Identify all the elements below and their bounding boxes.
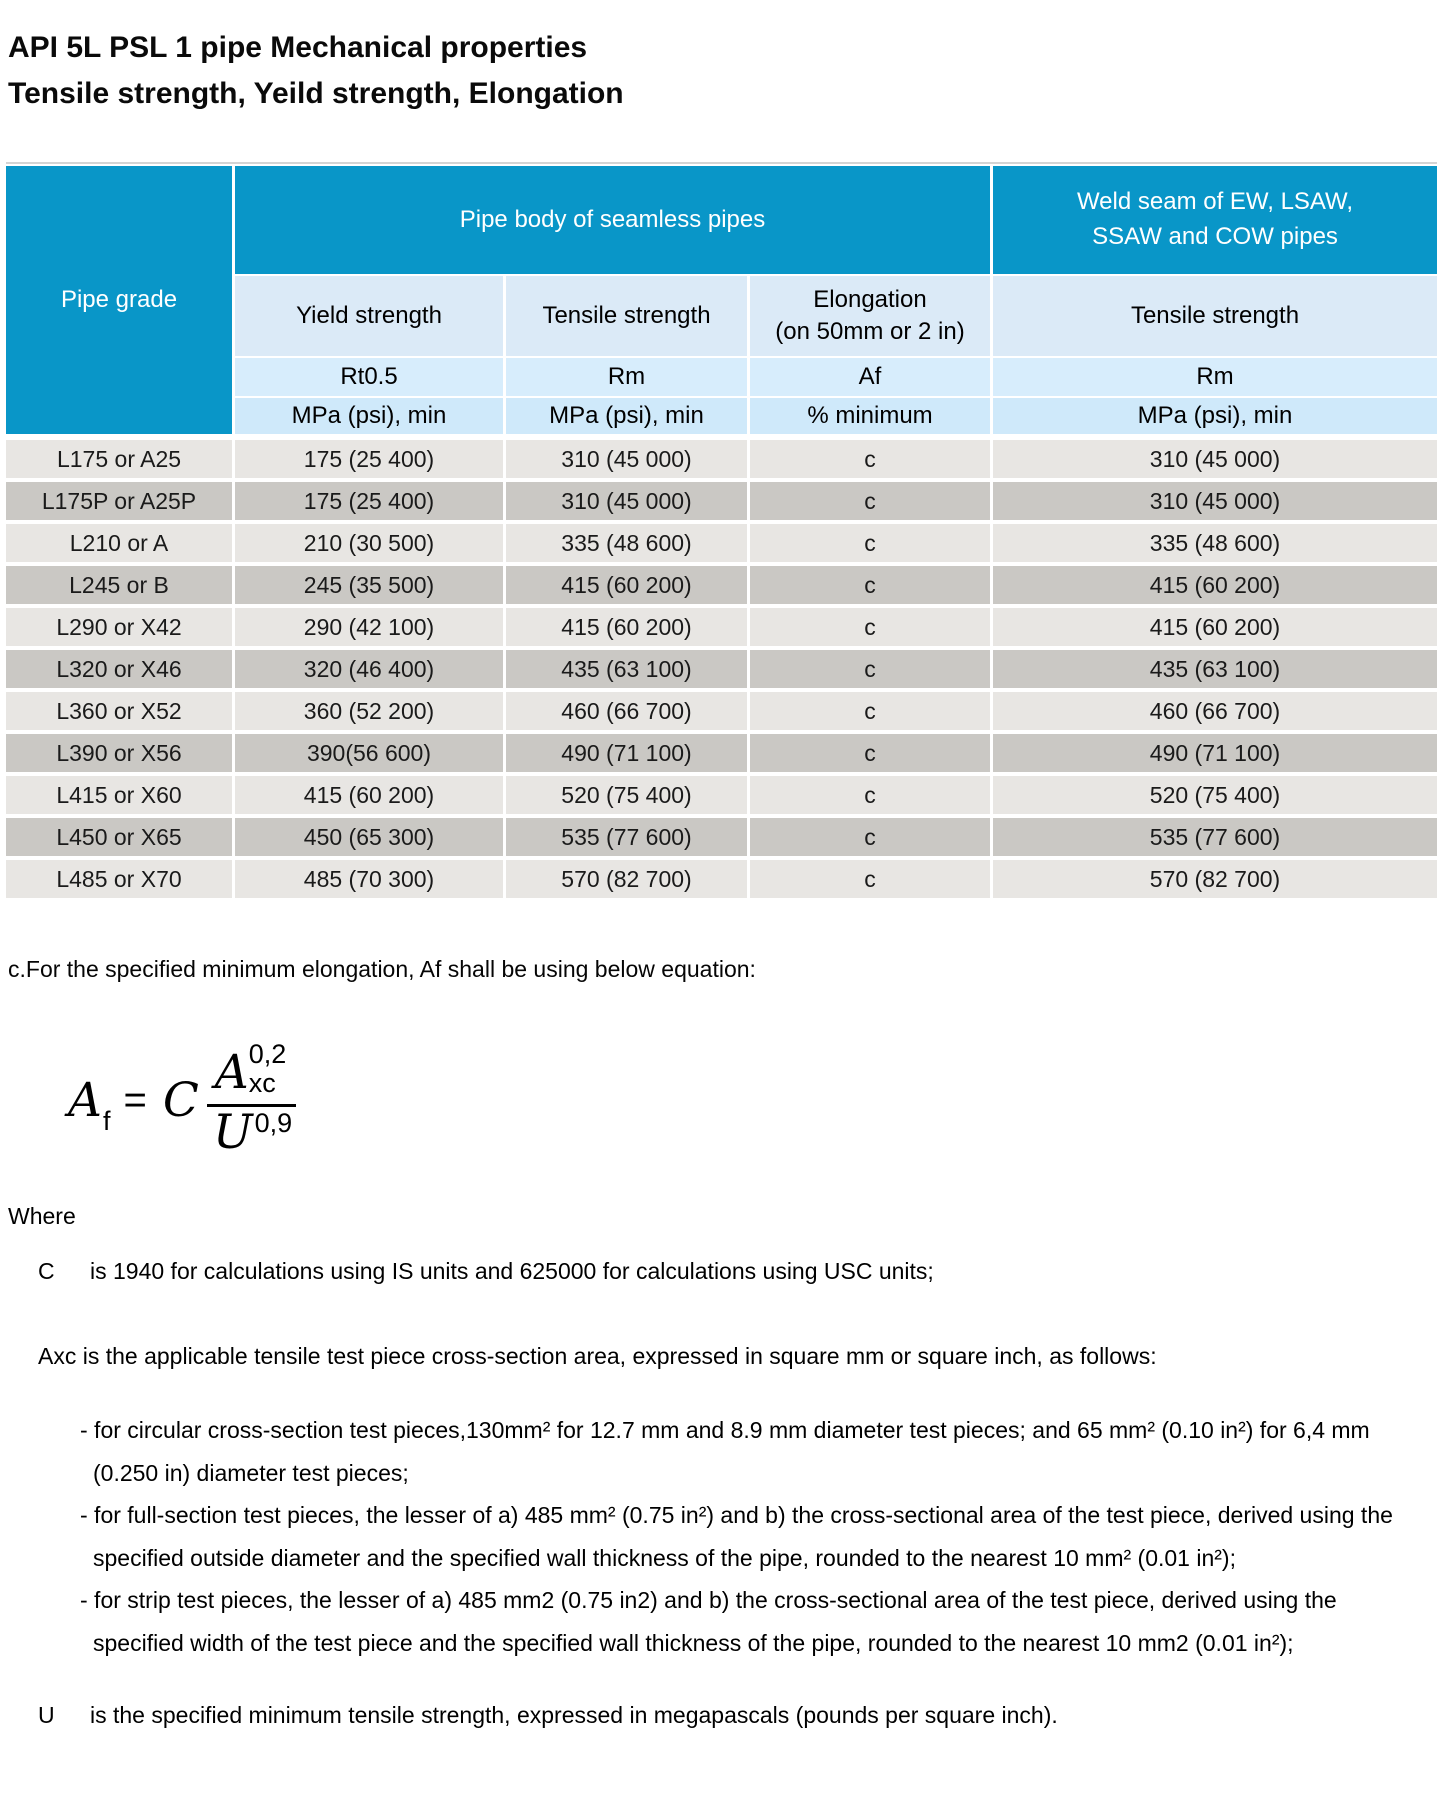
elongation-cell: c — [750, 692, 990, 730]
table-row — [6, 734, 1437, 772]
weld-tensile-strength-header: Tensile strength — [993, 276, 1437, 356]
elongation-equation — [68, 1025, 1443, 1175]
yield-strength-cell: 320 (46 400) — [235, 650, 503, 688]
equation-equals-sign: = — [123, 1077, 147, 1122]
weld-tensile-strength-cell: 310 (45 000) — [993, 482, 1437, 520]
yield-strength-cell: 360 (52 200) — [235, 692, 503, 730]
weld-tensile-strength-cell: 490 (71 100) — [993, 734, 1437, 772]
elongation-cell: c — [750, 650, 990, 688]
table-row — [6, 692, 1437, 730]
pipe-grade-cell: L245 or B — [6, 566, 232, 604]
bullet-full-section-test-pieces: - for full-section test pieces, the lesser of a) 485 mm² (0.75 in²) and b) the cross-sectional area of the test piece, derived using the specified outside diameter and the specified wall thickness of the pipe, rounded to the nearest 10 mm² (0.01 in²); — [80, 1502, 1393, 1571]
page-title: API 5L PSL 1 pipe Mechanical properties — [8, 31, 588, 64]
equation-numerator-subscript: xc — [248, 1067, 276, 1098]
seamless-pipes-group-header: Pipe body of seamless pipes — [235, 166, 990, 274]
weld-tensile-strength-cell: 570 (82 700) — [993, 860, 1437, 898]
table-row — [6, 860, 1437, 898]
bullet-circular-test-pieces: - for circular cross-section test pieces,130mm² for 12.7 mm and 8.9 mm diameter test pieces; and 65 mm² (0.10 in²) for 6,4 mm (0.250 in) diameter test pieces; — [80, 1417, 1370, 1486]
weld-tensile-strength-cell: 335 (48 600) — [993, 524, 1437, 562]
axc-bullet-list — [0, 1409, 1443, 1664]
elongation-header-lines — [775, 284, 964, 349]
pipe-grade-header: Pipe grade — [6, 166, 232, 434]
equation-denominator-base: U — [212, 1105, 253, 1161]
mechanical-properties-table — [6, 162, 1437, 898]
yield-strength-cell: 245 (35 500) — [235, 566, 503, 604]
equation-lhs-subscript: f — [102, 1105, 111, 1136]
yield-strength-cell: 415 (60 200) — [235, 776, 503, 814]
table-row — [6, 440, 1437, 478]
tensile-strength-cell: 435 (63 100) — [506, 650, 747, 688]
yield-strength-cell: 175 (25 400) — [235, 440, 503, 478]
tensile-strength-cell: 490 (71 100) — [506, 734, 747, 772]
equation-denominator — [212, 1105, 293, 1161]
equation-denominator-superscript: 0,9 — [254, 1108, 293, 1139]
table-row — [6, 524, 1437, 562]
yield-symbol: Rt0.5 — [235, 358, 503, 396]
elongation-cell: c — [750, 482, 990, 520]
definition-c-text: is 1940 for calculations using IS units and 625000 for calculations using USC units; — [90, 1258, 934, 1285]
elongation-header — [750, 276, 990, 356]
weld-tensile-strength-cell: 415 (60 200) — [993, 566, 1437, 604]
weld-tensile-strength-cell: 435 (63 100) — [993, 650, 1437, 688]
yield-strength-cell: 290 (42 100) — [235, 608, 503, 646]
yield-strength-cell: 485 (70 300) — [235, 860, 503, 898]
weld-tensile-strength-cell: 310 (45 000) — [993, 440, 1437, 478]
yield-strength-header: Yield strength — [235, 276, 503, 356]
pipe-grade-cell: L210 or A — [6, 524, 232, 562]
yield-strength-cell: 175 (25 400) — [235, 482, 503, 520]
tensile-strength-cell: 335 (48 600) — [506, 524, 747, 562]
definition-axc: Axc is the applicable tensile test piece cross-section area, expressed in square mm or square inch, as follows: — [38, 1342, 1157, 1369]
yield-strength-cell: 390(56 600) — [235, 734, 503, 772]
yield-strength-cell: 450 (65 300) — [235, 818, 503, 856]
elongation-header-line2: (on 50mm or 2 in) — [775, 318, 965, 345]
elongation-cell: c — [750, 734, 990, 772]
bullet-strip-test-pieces: - for strip test pieces, the lesser of a) 485 mm2 (0.75 in2) and b) the cross-sectional area of the test piece, derived using the specified width of the test piece and the specified wall thickness of the pipe, rounded to the nearest 10 mm2 (0.01 in²); — [80, 1587, 1337, 1656]
pipe-grade-cell: L450 or X65 — [6, 818, 232, 856]
tensile-strength-cell: 535 (77 600) — [506, 818, 747, 856]
tensile-strength-cell: 310 (45 000) — [506, 440, 747, 478]
tensile-strength-cell: 415 (60 200) — [506, 566, 747, 604]
weld-seam-group-header — [993, 166, 1437, 274]
equation-numerator — [207, 1039, 297, 1107]
elongation-unit: % minimum — [750, 398, 990, 434]
elongation-cell: c — [750, 776, 990, 814]
weld-tensile-strength-cell: 460 (66 700) — [993, 692, 1437, 730]
pipe-grade-cell: L175 or A25 — [6, 440, 232, 478]
weld-seam-group-label: Weld seam of EW, LSAW, SSAW and COW pipes — [1076, 188, 1354, 250]
equation-coefficient: C — [162, 1072, 199, 1128]
table-row — [6, 482, 1437, 520]
elongation-cell: c — [750, 524, 990, 562]
pipe-grade-cell: L320 or X46 — [6, 650, 232, 688]
table-row — [6, 608, 1437, 646]
equation-numerator-base: A — [214, 1045, 249, 1101]
definition-u-text: is the specified minimum tensile strength, expressed in megapascals (pounds per square inch). — [90, 1702, 1058, 1729]
equation-lhs-base: A — [68, 1072, 102, 1128]
tensile-strength-cell: 570 (82 700) — [506, 860, 747, 898]
weld-tensile-strength-cell: 415 (60 200) — [993, 608, 1437, 646]
elongation-cell: c — [750, 608, 990, 646]
yield-unit: MPa (psi), min — [235, 398, 503, 434]
equation-lhs — [68, 1072, 111, 1136]
pipe-grade-cell: L485 or X70 — [6, 860, 232, 898]
equation-numerator-superscript: 0,2 — [248, 1039, 287, 1070]
equation-numerator-scripts — [249, 1040, 287, 1097]
elongation-cell: c — [750, 860, 990, 898]
definition-u — [38, 1698, 1443, 1733]
definition-u-term: U — [38, 1702, 55, 1729]
pipe-grade-cell: L290 or X42 — [6, 608, 232, 646]
table-row — [6, 818, 1437, 856]
pipe-grade-cell: L390 or X56 — [6, 734, 232, 772]
tensile-strength-cell: 415 (60 200) — [506, 608, 747, 646]
elongation-symbol: Af — [750, 358, 990, 396]
yield-strength-cell: 210 (30 500) — [235, 524, 503, 562]
pipe-grade-cell: L360 or X52 — [6, 692, 232, 730]
page-subtitle: Tensile strength, Yeild strength, Elongation — [8, 77, 624, 110]
elongation-cell: c — [750, 818, 990, 856]
weld-tensile-strength-cell: 520 (75 400) — [993, 776, 1437, 814]
elongation-cell: c — [750, 566, 990, 604]
footnote-c: c.For the specified minimum elongation, Af shall be using below equation: — [8, 956, 756, 982]
pipe-grade-cell: L175P or A25P — [6, 482, 232, 520]
tensile-unit: MPa (psi), min — [506, 398, 747, 434]
tensile-strength-cell: 460 (66 700) — [506, 692, 747, 730]
table-row — [6, 566, 1437, 604]
tensile-strength-cell: 310 (45 000) — [506, 482, 747, 520]
weld-tensile-unit: MPa (psi), min — [993, 398, 1437, 434]
elongation-header-line1: Elongation — [813, 285, 927, 313]
table-body — [6, 440, 1437, 898]
weld-tensile-symbol: Rm — [993, 358, 1437, 396]
tensile-strength-cell: 520 (75 400) — [506, 776, 747, 814]
table-row — [6, 776, 1437, 814]
pipe-grade-cell: L415 or X60 — [6, 776, 232, 814]
where-label: Where — [8, 1203, 76, 1230]
weld-tensile-strength-cell: 535 (77 600) — [993, 818, 1437, 856]
tensile-strength-header: Tensile strength — [506, 276, 747, 356]
document-page — [0, 30, 1443, 1733]
tensile-symbol: Rm — [506, 358, 747, 396]
table-header — [6, 166, 1437, 434]
definition-c — [38, 1254, 1443, 1289]
elongation-cell: c — [750, 440, 990, 478]
table-row — [6, 650, 1437, 688]
definition-c-term: C — [38, 1258, 55, 1285]
equation-fraction — [207, 1039, 297, 1161]
